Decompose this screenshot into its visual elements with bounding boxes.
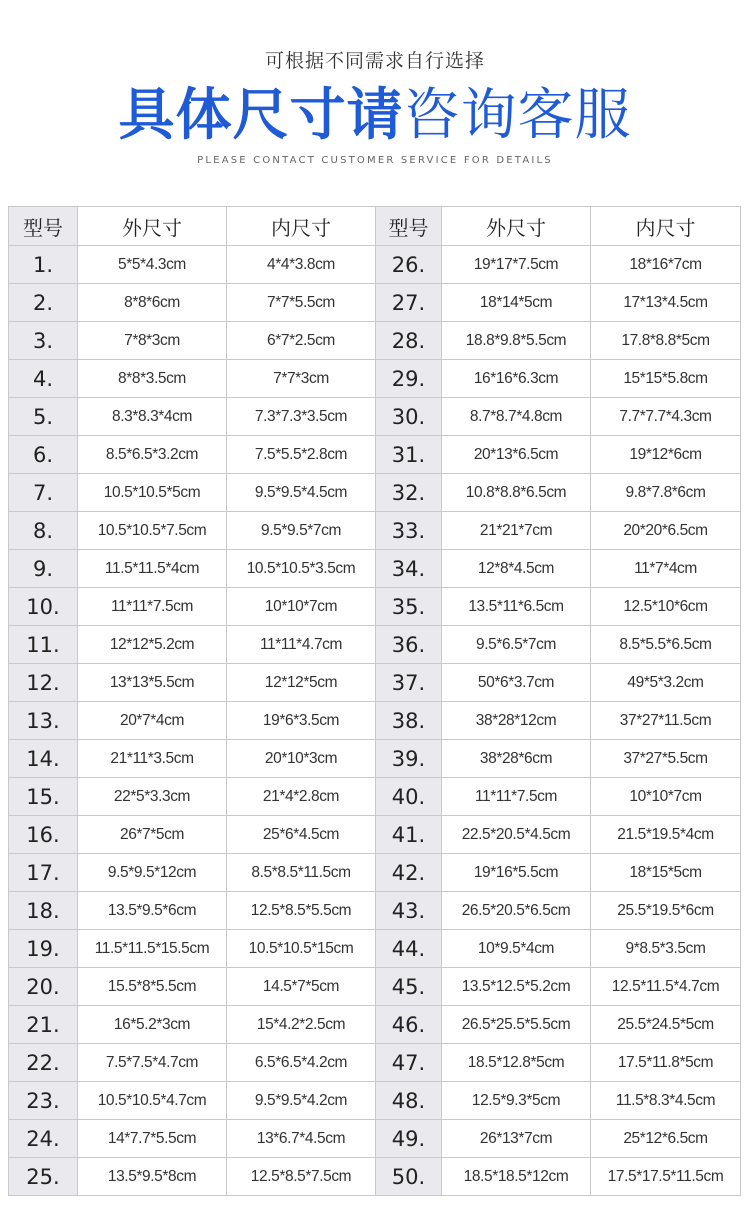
model-number-left: 24. — [9, 1120, 78, 1158]
size-table-container — [8, 206, 740, 1196]
table-row — [9, 398, 741, 436]
inner-size-right: 37*27*5.5cm — [591, 740, 741, 778]
outer-size-left: 11*11*7.5cm — [78, 588, 227, 626]
outer-size-right: 8.7*8.7*4.8cm — [442, 398, 591, 436]
model-number-right: 48. — [376, 1082, 442, 1120]
model-number-left: 5. — [9, 398, 78, 436]
model-number-right: 47. — [376, 1044, 442, 1082]
inner-size-left: 7*7*3cm — [227, 360, 376, 398]
outer-size-right: 12.5*9.3*5cm — [442, 1082, 591, 1120]
outer-size-right: 19*17*7.5cm — [442, 246, 591, 284]
model-number-left: 6. — [9, 436, 78, 474]
outer-size-left: 12*12*5.2cm — [78, 626, 227, 664]
table-row — [9, 1082, 741, 1120]
inner-size-right: 7.7*7.7*4.3cm — [591, 398, 741, 436]
table-row — [9, 626, 741, 664]
header-inner-right: 内尺寸 — [591, 207, 741, 246]
inner-size-right: 25*12*6.5cm — [591, 1120, 741, 1158]
inner-size-right: 15*15*5.8cm — [591, 360, 741, 398]
model-number-left: 3. — [9, 322, 78, 360]
table-row — [9, 1158, 741, 1196]
inner-size-left: 4*4*3.8cm — [227, 246, 376, 284]
outer-size-left: 14*7.7*5.5cm — [78, 1120, 227, 1158]
model-number-left: 7. — [9, 474, 78, 512]
outer-size-left: 8*8*3.5cm — [78, 360, 227, 398]
model-number-right: 28. — [376, 322, 442, 360]
inner-size-left: 12*12*5cm — [227, 664, 376, 702]
model-number-right: 29. — [376, 360, 442, 398]
inner-size-left: 8.5*8.5*11.5cm — [227, 854, 376, 892]
outer-size-left: 20*7*4cm — [78, 702, 227, 740]
model-number-right: 41. — [376, 816, 442, 854]
table-row — [9, 1120, 741, 1158]
inner-size-right: 25.5*24.5*5cm — [591, 1006, 741, 1044]
outer-size-right: 26.5*25.5*5.5cm — [442, 1006, 591, 1044]
outer-size-left: 13.5*9.5*6cm — [78, 892, 227, 930]
model-number-right: 50. — [376, 1158, 442, 1196]
outer-size-left: 15.5*8*5.5cm — [78, 968, 227, 1006]
model-number-left: 22. — [9, 1044, 78, 1082]
table-body — [9, 246, 741, 1196]
outer-size-right: 16*16*6.3cm — [442, 360, 591, 398]
outer-size-left: 22*5*3.3cm — [78, 778, 227, 816]
outer-size-left: 10.5*10.5*5cm — [78, 474, 227, 512]
headline-light: 咨询客服 — [403, 83, 632, 148]
headline — [0, 80, 750, 152]
table-row — [9, 664, 741, 702]
model-number-right: 42. — [376, 854, 442, 892]
table-row — [9, 816, 741, 854]
model-number-left: 2. — [9, 284, 78, 322]
outer-size-left: 8*8*6cm — [78, 284, 227, 322]
outer-size-left: 13.5*9.5*8cm — [78, 1158, 227, 1196]
outer-size-right: 38*28*12cm — [442, 702, 591, 740]
inner-size-right: 8.5*5.5*6.5cm — [591, 626, 741, 664]
outer-size-left: 10.5*10.5*4.7cm — [78, 1082, 227, 1120]
table-row — [9, 778, 741, 816]
model-number-right: 35. — [376, 588, 442, 626]
outer-size-left: 16*5.2*3cm — [78, 1006, 227, 1044]
model-number-right: 43. — [376, 892, 442, 930]
table-row — [9, 1044, 741, 1082]
table-row — [9, 588, 741, 626]
inner-size-left: 6.5*6.5*4.2cm — [227, 1044, 376, 1082]
model-number-right: 33. — [376, 512, 442, 550]
inner-size-right: 17.5*11.8*5cm — [591, 1044, 741, 1082]
size-table — [8, 206, 741, 1196]
model-number-left: 21. — [9, 1006, 78, 1044]
outer-size-right: 18*14*5cm — [442, 284, 591, 322]
inner-size-left: 11*11*4.7cm — [227, 626, 376, 664]
outer-size-right: 50*6*3.7cm — [442, 664, 591, 702]
outer-size-right: 18.5*18.5*12cm — [442, 1158, 591, 1196]
inner-size-left: 7*7*5.5cm — [227, 284, 376, 322]
inner-size-right: 19*12*6cm — [591, 436, 741, 474]
inner-size-left: 6*7*2.5cm — [227, 322, 376, 360]
model-number-right: 38. — [376, 702, 442, 740]
inner-size-left: 10.5*10.5*3.5cm — [227, 550, 376, 588]
header-model-right: 型号 — [376, 207, 442, 246]
inner-size-right: 12.5*11.5*4.7cm — [591, 968, 741, 1006]
inner-size-right: 49*5*3.2cm — [591, 664, 741, 702]
outer-size-left: 5*5*4.3cm — [78, 246, 227, 284]
table-row — [9, 436, 741, 474]
inner-size-right: 9*8.5*3.5cm — [591, 930, 741, 968]
model-number-right: 40. — [376, 778, 442, 816]
table-row — [9, 854, 741, 892]
model-number-left: 18. — [9, 892, 78, 930]
inner-size-left: 25*6*4.5cm — [227, 816, 376, 854]
table-row — [9, 474, 741, 512]
model-number-left: 13. — [9, 702, 78, 740]
headline-bold: 具体尺寸请 — [118, 83, 404, 148]
model-number-left: 23. — [9, 1082, 78, 1120]
outer-size-right: 13.5*12.5*5.2cm — [442, 968, 591, 1006]
inner-size-right: 17.5*17.5*11.5cm — [591, 1158, 741, 1196]
table-row — [9, 740, 741, 778]
outer-size-left: 26*7*5cm — [78, 816, 227, 854]
table-row — [9, 512, 741, 550]
inner-size-left: 15*4.2*2.5cm — [227, 1006, 376, 1044]
model-number-right: 46. — [376, 1006, 442, 1044]
model-number-right: 45. — [376, 968, 442, 1006]
inner-size-left: 19*6*3.5cm — [227, 702, 376, 740]
outer-size-left: 21*11*3.5cm — [78, 740, 227, 778]
inner-size-right: 37*27*11.5cm — [591, 702, 741, 740]
inner-size-right: 17.8*8.8*5cm — [591, 322, 741, 360]
inner-size-left: 9.5*9.5*4.2cm — [227, 1082, 376, 1120]
inner-size-right: 11.5*8.3*4.5cm — [591, 1082, 741, 1120]
inner-size-left: 9.5*9.5*4.5cm — [227, 474, 376, 512]
inner-size-left: 7.5*5.5*2.8cm — [227, 436, 376, 474]
table-row — [9, 360, 741, 398]
model-number-right: 49. — [376, 1120, 442, 1158]
inner-size-left: 10*10*7cm — [227, 588, 376, 626]
inner-size-left: 12.5*8.5*7.5cm — [227, 1158, 376, 1196]
model-number-left: 8. — [9, 512, 78, 550]
model-number-left: 15. — [9, 778, 78, 816]
inner-size-right: 25.5*19.5*6cm — [591, 892, 741, 930]
model-number-right: 32. — [376, 474, 442, 512]
outer-size-left: 9.5*9.5*12cm — [78, 854, 227, 892]
model-number-left: 9. — [9, 550, 78, 588]
outer-size-left: 8.3*8.3*4cm — [78, 398, 227, 436]
inner-size-left: 13*6.7*4.5cm — [227, 1120, 376, 1158]
outer-size-right: 18.5*12.8*5cm — [442, 1044, 591, 1082]
outer-size-right: 11*11*7.5cm — [442, 778, 591, 816]
outer-size-left: 10.5*10.5*7.5cm — [78, 512, 227, 550]
outer-size-left: 11.5*11.5*15.5cm — [78, 930, 227, 968]
model-number-left: 16. — [9, 816, 78, 854]
table-row — [9, 550, 741, 588]
table-header-row — [9, 207, 741, 246]
header-model-left: 型号 — [9, 207, 78, 246]
model-number-right: 37. — [376, 664, 442, 702]
outer-size-left: 7*8*3cm — [78, 322, 227, 360]
inner-size-right: 18*16*7cm — [591, 246, 741, 284]
header-outer-left: 外尺寸 — [78, 207, 227, 246]
table-row — [9, 968, 741, 1006]
outer-size-right: 26*13*7cm — [442, 1120, 591, 1158]
model-number-left: 4. — [9, 360, 78, 398]
model-number-left: 11. — [9, 626, 78, 664]
outer-size-left: 13*13*5.5cm — [78, 664, 227, 702]
outer-size-right: 13.5*11*6.5cm — [442, 588, 591, 626]
outer-size-left: 11.5*11.5*4cm — [78, 550, 227, 588]
model-number-left: 12. — [9, 664, 78, 702]
table-row — [9, 1006, 741, 1044]
model-number-right: 30. — [376, 398, 442, 436]
model-number-right: 44. — [376, 930, 442, 968]
model-number-left: 25. — [9, 1158, 78, 1196]
model-number-right: 31. — [376, 436, 442, 474]
inner-size-right: 9.8*7.8*6cm — [591, 474, 741, 512]
outer-size-right: 18.8*9.8*5.5cm — [442, 322, 591, 360]
inner-size-right: 12.5*10*6cm — [591, 588, 741, 626]
outer-size-right: 10.8*8.8*6.5cm — [442, 474, 591, 512]
outer-size-left: 8.5*6.5*3.2cm — [78, 436, 227, 474]
header-inner-left: 内尺寸 — [227, 207, 376, 246]
inner-size-right: 10*10*7cm — [591, 778, 741, 816]
inner-size-left: 10.5*10.5*15cm — [227, 930, 376, 968]
model-number-right: 36. — [376, 626, 442, 664]
inner-size-left: 9.5*9.5*7cm — [227, 512, 376, 550]
outer-size-right: 20*13*6.5cm — [442, 436, 591, 474]
inner-size-left: 7.3*7.3*3.5cm — [227, 398, 376, 436]
model-number-left: 17. — [9, 854, 78, 892]
model-number-right: 26. — [376, 246, 442, 284]
table-row — [9, 246, 741, 284]
model-number-right: 34. — [376, 550, 442, 588]
inner-size-right: 11*7*4cm — [591, 550, 741, 588]
outer-size-right: 12*8*4.5cm — [442, 550, 591, 588]
table-row — [9, 892, 741, 930]
model-number-left: 19. — [9, 930, 78, 968]
inner-size-right: 18*15*5cm — [591, 854, 741, 892]
outer-size-right: 10*9.5*4cm — [442, 930, 591, 968]
outer-size-right: 22.5*20.5*4.5cm — [442, 816, 591, 854]
outer-size-right: 38*28*6cm — [442, 740, 591, 778]
table-row — [9, 322, 741, 360]
outer-size-right: 21*21*7cm — [442, 512, 591, 550]
model-number-right: 39. — [376, 740, 442, 778]
table-row — [9, 284, 741, 322]
inner-size-left: 12.5*8.5*5.5cm — [227, 892, 376, 930]
inner-size-left: 14.5*7*5cm — [227, 968, 376, 1006]
model-number-left: 20. — [9, 968, 78, 1006]
header — [0, 0, 750, 200]
model-number-left: 14. — [9, 740, 78, 778]
inner-size-left: 20*10*3cm — [227, 740, 376, 778]
inner-size-right: 21.5*19.5*4cm — [591, 816, 741, 854]
table-row — [9, 702, 741, 740]
outer-size-right: 26.5*20.5*6.5cm — [442, 892, 591, 930]
header-outer-right: 外尺寸 — [442, 207, 591, 246]
english-subtitle: PLEASE CONTACT CUSTOMER SERVICE FOR DETAILS — [197, 155, 553, 166]
inner-size-right: 17*13*4.5cm — [591, 284, 741, 322]
inner-size-right: 20*20*6.5cm — [591, 512, 741, 550]
inner-size-left: 21*4*2.8cm — [227, 778, 376, 816]
model-number-left: 1. — [9, 246, 78, 284]
outer-size-left: 7.5*7.5*4.7cm — [78, 1044, 227, 1082]
outer-size-right: 19*16*5.5cm — [442, 854, 591, 892]
table-row — [9, 930, 741, 968]
subtitle: 可根据不同需求自行选择 — [264, 50, 485, 72]
model-number-right: 27. — [376, 284, 442, 322]
outer-size-right: 9.5*6.5*7cm — [442, 626, 591, 664]
model-number-left: 10. — [9, 588, 78, 626]
